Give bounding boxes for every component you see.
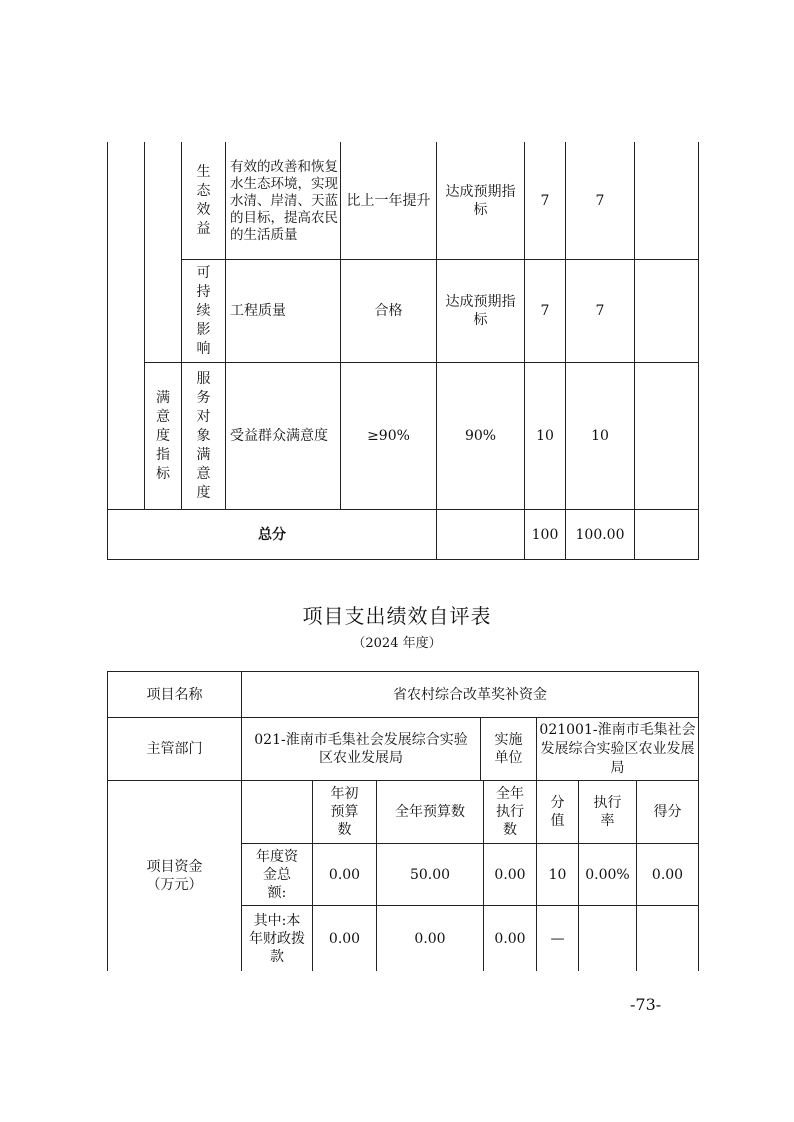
total-label: 总分	[258, 526, 286, 543]
indicator-category: 可持续影响	[196, 264, 211, 357]
header-executed: 全年执行数	[496, 786, 524, 838]
indicator-target: ≥90%	[367, 428, 410, 444]
indicator-target: 合格	[374, 303, 403, 319]
header-weight: 分值	[550, 795, 565, 829]
form-title: 项目支出绩效自评表	[302, 604, 492, 628]
indicator-content: 工程质量	[230, 303, 286, 319]
total-weight-value: 10	[548, 866, 567, 883]
indicator-score: 10	[591, 428, 609, 444]
fiscal-executed: 0.00	[494, 930, 526, 947]
indicator-category: 服务对象满意度	[196, 370, 211, 501]
dept-label: 主管部门	[146, 741, 203, 757]
indicator-score: 7	[595, 192, 605, 209]
project-name-label: 项目名称	[146, 686, 203, 703]
total-funds-label: 年度资金总额:	[256, 848, 298, 901]
indicator-weight: 10	[536, 428, 554, 444]
indicator-content: 受益群众满意度	[230, 428, 328, 444]
impl-value: 021001-淮南市毛集社会发展综合实验区农业发展局	[539, 721, 696, 776]
indicator-actual: 达成预期指标	[445, 294, 516, 328]
page-number: -73-	[630, 995, 662, 1014]
fiscal-weight: —	[550, 930, 565, 947]
indicator-actual: 90%	[464, 428, 497, 444]
indicator-actual: 达成预期指标	[445, 183, 516, 218]
header-score: 得分	[653, 804, 682, 820]
dept-value: 021-淮南市毛集社会发展综合实验区农业发展局	[254, 732, 468, 766]
fiscal-initial: 0.00	[328, 930, 361, 947]
form-year: （2024 年度）	[352, 636, 442, 651]
fiscal-full-year: 0.00	[414, 930, 446, 947]
header-initial: 年初预算数	[330, 786, 359, 838]
indicator-content: 有效的改善和恢复水生态环境，实现水清、岸清、天蓝的目标，提高农民的生活质量	[230, 158, 338, 243]
total-rate: 0.00%	[585, 866, 630, 883]
funds-label: 项目资金（万元）	[146, 859, 203, 893]
total-score-value: 0.00	[651, 866, 684, 883]
project-name-value: 省农村综合改革奖补资金	[393, 686, 547, 703]
total-full-year: 50.00	[409, 866, 451, 883]
fiscal-label: 其中:本年财政拨款	[249, 912, 305, 965]
indicator-weight: 7	[540, 192, 550, 209]
indicator-target: 比上一年提升	[346, 192, 431, 209]
indicator-score: 7	[595, 303, 605, 319]
impl-label: 实施单位	[494, 732, 523, 766]
total-score: 100.00	[575, 526, 625, 543]
header-rate: 执行率	[593, 795, 622, 829]
indicator-weight: 7	[540, 303, 550, 319]
header-full-year: 全年预算数	[395, 804, 465, 820]
total-weight: 100	[531, 526, 559, 543]
total-initial: 0.00	[328, 866, 361, 883]
indicator-category: 生态效益	[196, 163, 211, 237]
indicator-level1: 满意度指标	[156, 389, 170, 482]
total-executed: 0.00	[494, 866, 526, 883]
